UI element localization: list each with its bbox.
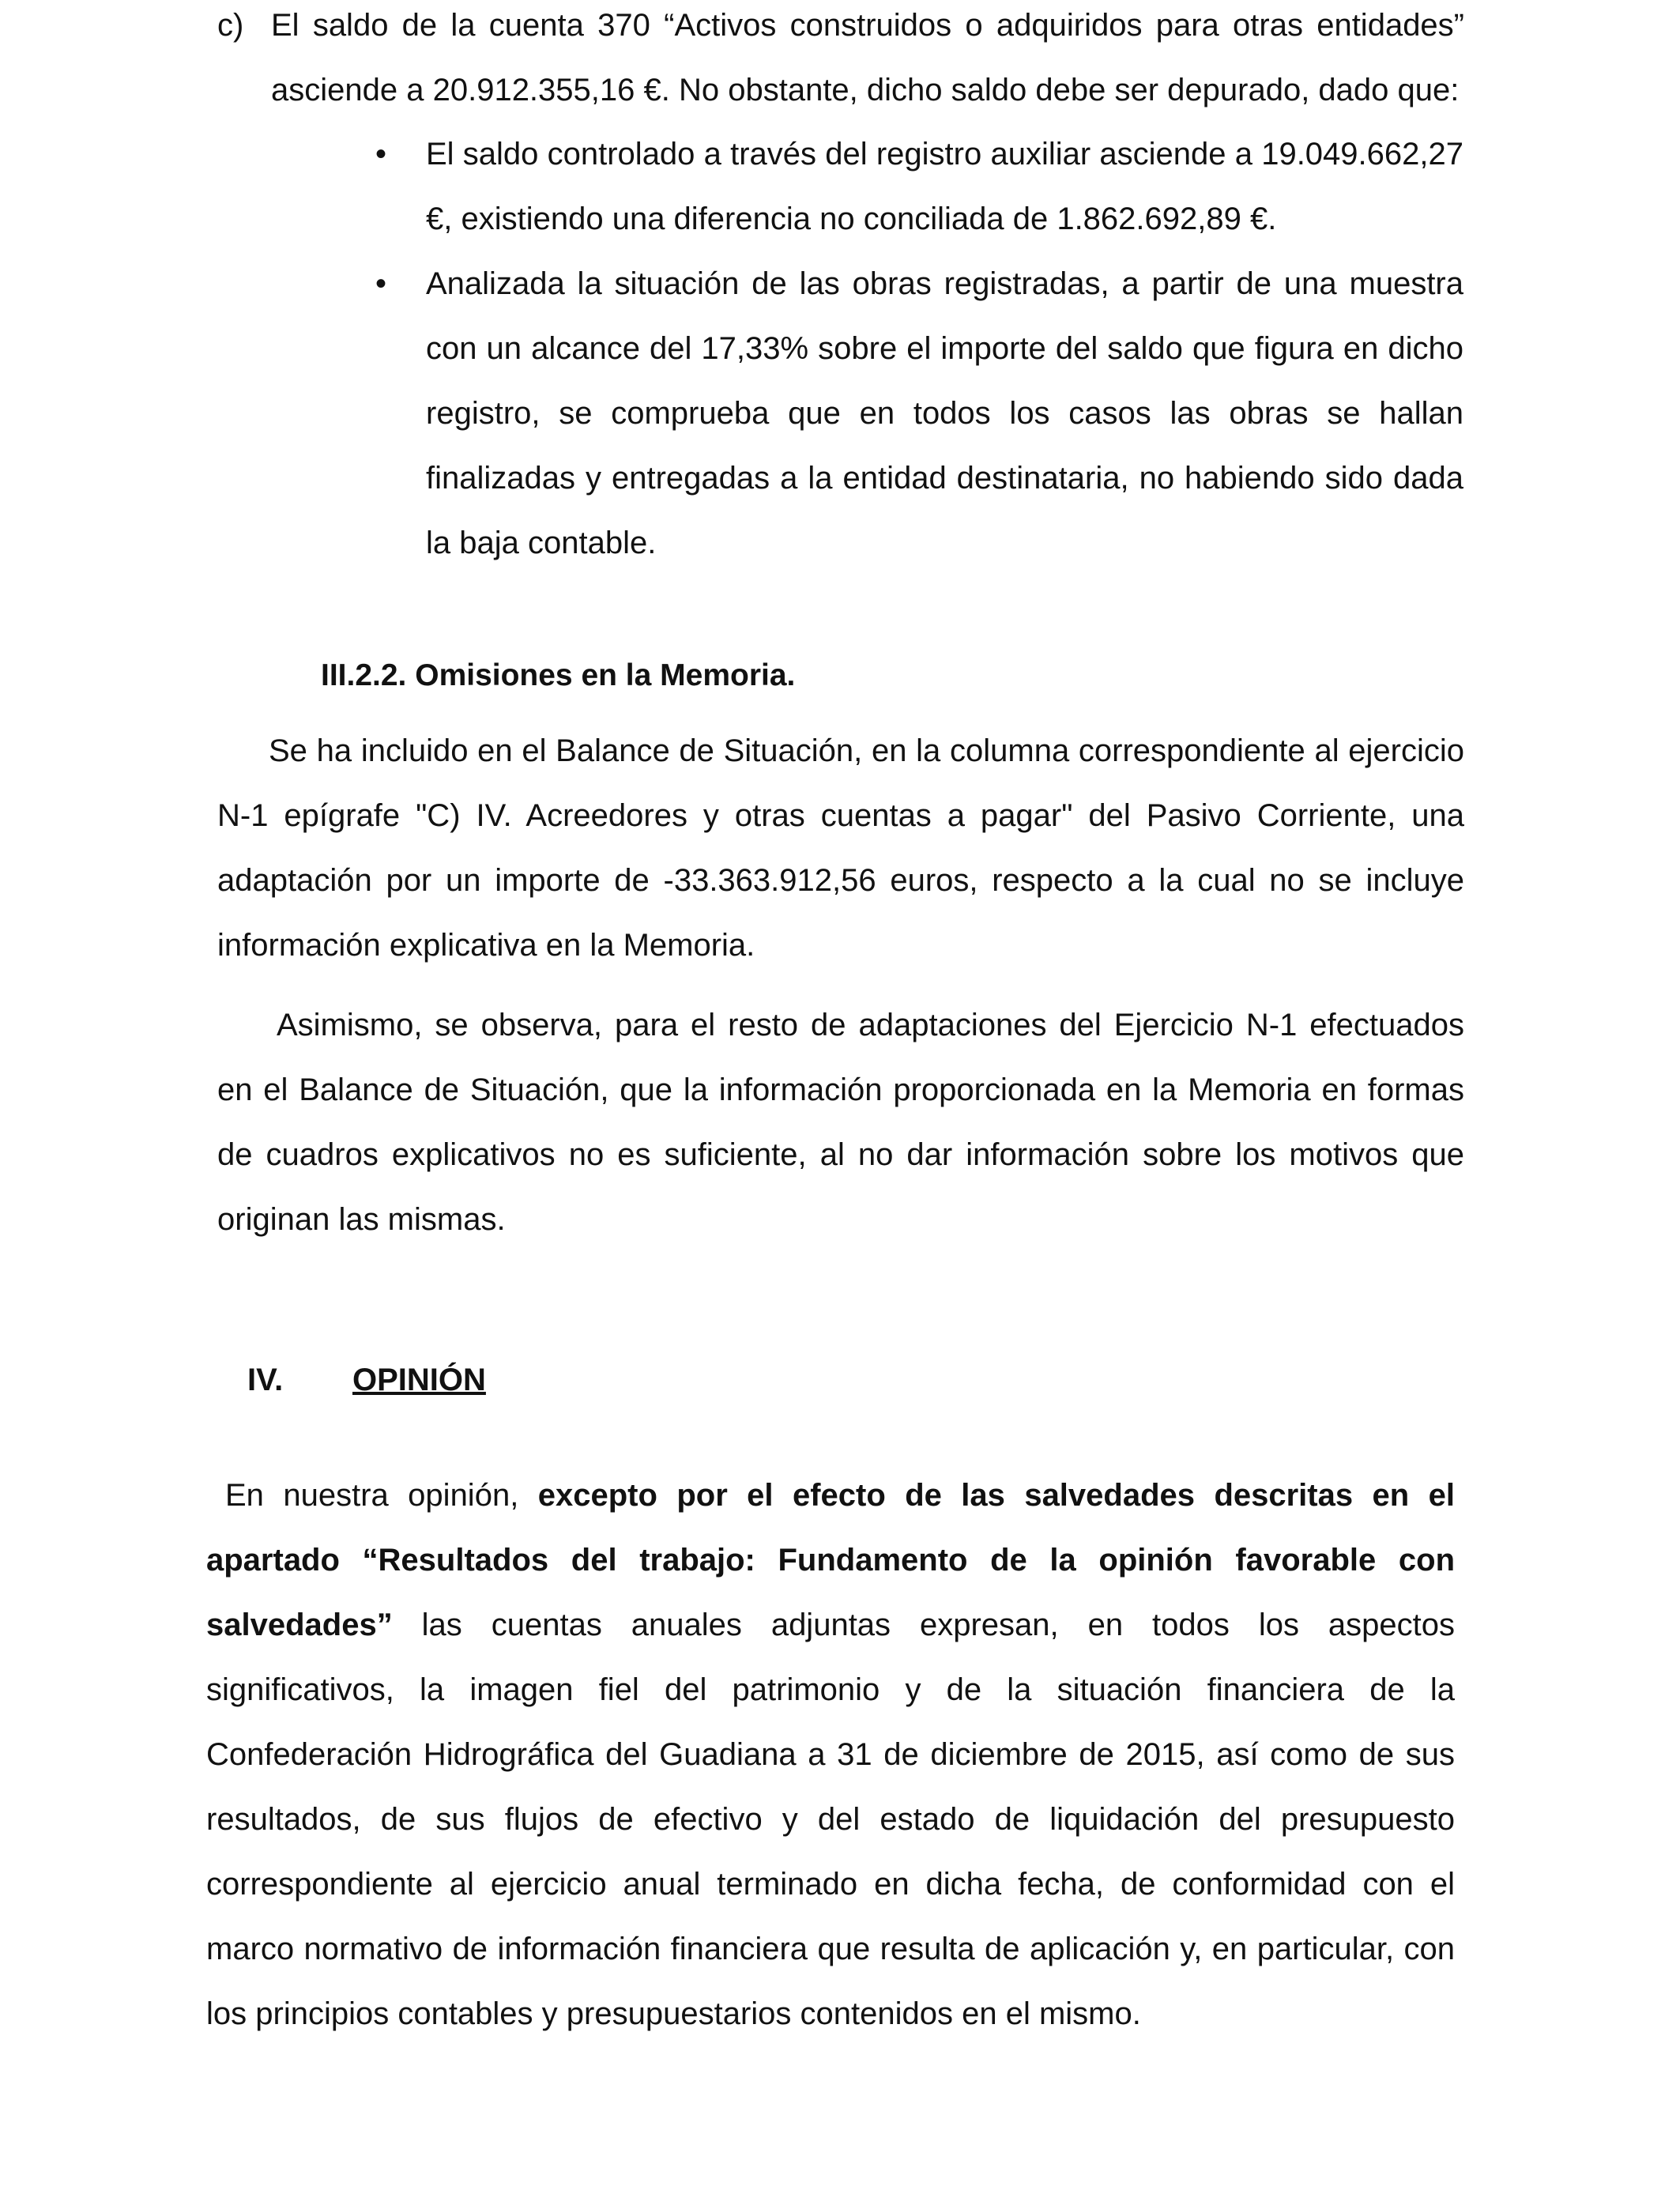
bullet-item (375, 122, 1466, 256)
bullet-icon: • (375, 266, 387, 301)
bullet-icon: • (375, 137, 387, 172)
section-number: IV. (247, 1363, 284, 1397)
section-title: OPINIÓN (352, 1363, 486, 1397)
opinion-qualification: excepto por el efecto de las salvedades descritas en el apartado “Resultados del trabajo: Fundamento de la opinión favorable con salvedades” (206, 1478, 1455, 1642)
opinion-paragraph (206, 1463, 1455, 2046)
opinion-lead: En nuestra opinión, (225, 1478, 538, 1513)
list-marker: c) (217, 8, 244, 43)
paragraph: Se ha incluido en el Balance de Situación, en la columna correspondiente al ejercicio N-1 epígrafe "C) IV. Acreedores y otras cuentas a pagar" del Pasivo Corriente, una adaptación por un importe de -33.363.912,56 euros, respecto a la cual no se incluye información explicativa en la Memoria. (217, 733, 1464, 963)
bullet-text: El saldo controlado a través del registro auxiliar asciende a 19.049.662,27 €, existiendo una diferencia no conciliada de 1.862.692,89 €. (426, 137, 1463, 236)
paragraph: Asimismo, se observa, para el resto de adaptaciones del Ejercicio N-1 efectuados en el Balance de Situación, que la información proporcionada en la Memoria en formas de cuadros explicativos no es suficiente, al no dar información sobre los motivos que originan las mismas. (217, 1008, 1464, 1237)
list-item-text: El saldo de la cuenta 370 “Activos construidos o adquiridos para otras entidades” asciende a 20.912.355,16 €. No obstante, dicho saldo debe ser depurado, dado que: (271, 8, 1464, 107)
bullet-item (375, 251, 1466, 583)
opinion-body: las cuentas anuales adjuntas expresan, en todos los aspectos significativos, la imagen fiel del patrimonio y de la situación financiera de la Confederación Hidrográfica del Guadiana a 31 de diciembre de 2015, así como de sus resultados, de sus flujos de efectivo y del estado de liquidación del presupuesto correspondiente al ejercicio anual terminado en dicha fecha, de conformidad con el marco normativo de información financiera que resulta de aplicación y, en particular, con los principios contables y presupuestarios contenidos en el mismo. (206, 1608, 1455, 2031)
subsection-heading: III.2.2. Omisiones en la Memoria. (321, 658, 796, 692)
list-item-c (217, 0, 1464, 123)
bullet-text: Analizada la situación de las obras registradas, a partir de una muestra con un alcance del 17,33% sobre el importe del saldo que figura en dicho registro, se comprueba que en todos los casos las obras se hallan finalizadas y entregadas a la entidad destinataria, no habiendo sido dada la baja contable. (426, 266, 1463, 560)
